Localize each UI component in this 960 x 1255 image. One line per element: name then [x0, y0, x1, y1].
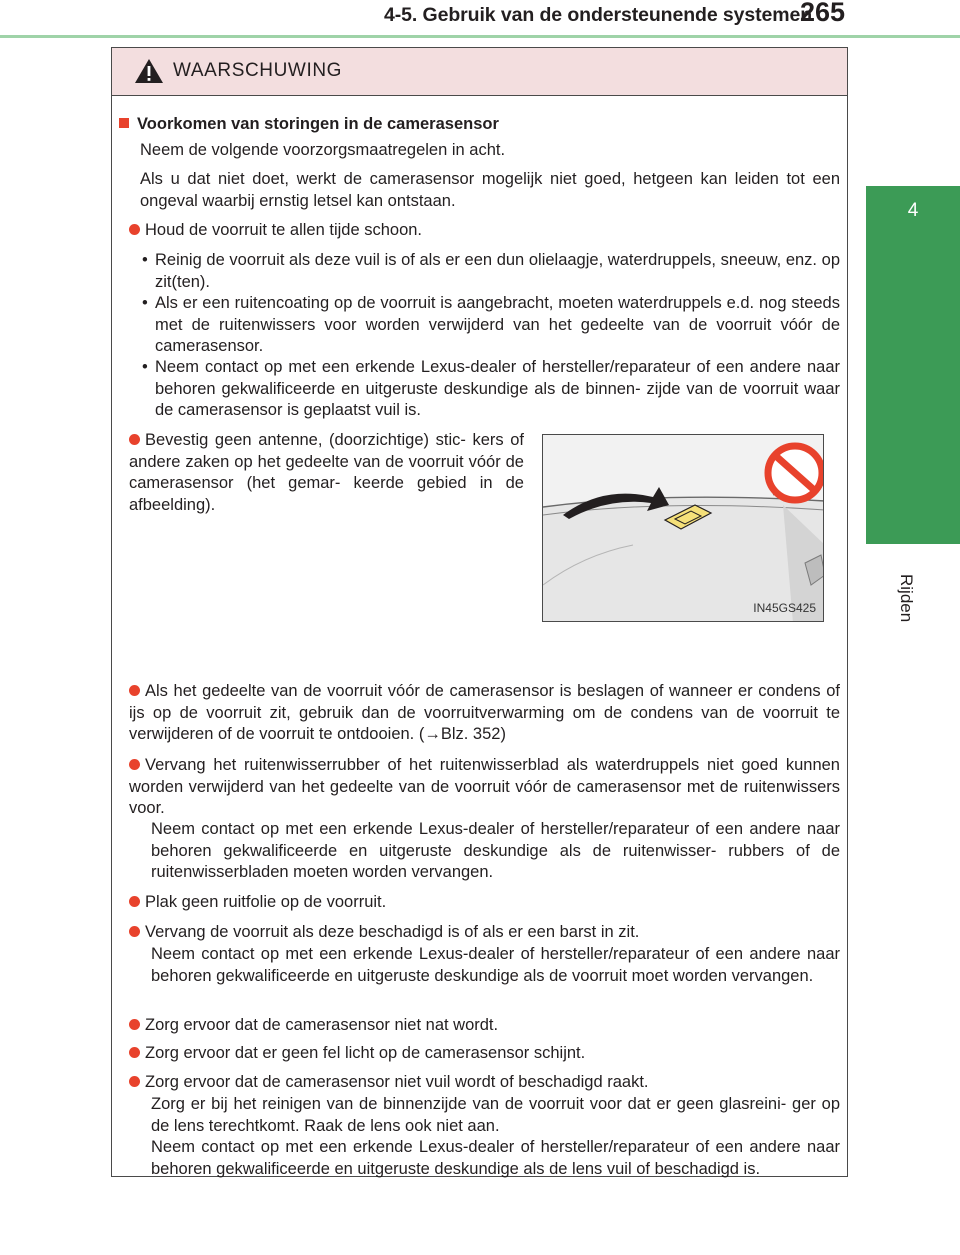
lens-contact-text: Neem contact op met een erkende Lexus-dealer of hersteller/reparateur of een andere naar behoren gekwalificeerde en uitgeruste deskundige als de lens vuil of beschadigd is. [151, 1138, 840, 1178]
figure-code: IN45GS425 [753, 601, 816, 615]
dot-bullet-icon [129, 759, 140, 770]
dot-bullet-icon [129, 434, 140, 445]
bullet-no-film: Plak geen ruitfolie op de voorruit. [129, 892, 840, 914]
bullet-no-stickers: Bevestig geen antenne, (doorzichtige) stic- kers of andere zaken op het gedeelte van de voorruit vóór de camerasensor (het gemar- keerde gebied in de afbeelding). [129, 431, 524, 514]
sub-bullet-1: • Reinig de voorruit als deze vuil is of als er een dun olielaagje, waterdruppels, sneeuw, enz. op zit(ten). [155, 250, 840, 293]
dot-bullet-icon [129, 1076, 140, 1087]
page-number: 265 [800, 0, 846, 27]
section-title: Voorkomen van storingen in de camerasensor [119, 114, 499, 136]
chapter-number: 4 [907, 200, 919, 221]
intro-paragraph-2: Als u dat niet doet, werkt de camerasensor mogelijk niet goed, hetgeen kan leiden tot een ongeval waarbij ernstig letsel kan ontstaan. [140, 170, 840, 210]
bullet-clean-windshield: Houd de voorruit te allen tijde schoon. [129, 220, 840, 242]
sub-bullet-3: • Neem contact op met een erkende Lexus-dealer of hersteller/reparateur of een andere naar behoren gekwalificeerde en uitgeruste deskundige als de binnen- zijde van de voorruit waar de camerasensor is geplaatst vuil is. [155, 357, 840, 422]
chapter-label-wrap [886, 558, 926, 628]
bullet-keep-dry: Zorg ervoor dat de camerasensor niet nat wordt. [129, 1015, 840, 1037]
dot-bullet-icon [129, 896, 140, 907]
warning-triangle-icon [134, 58, 164, 84]
dot-bullet-icon [129, 1047, 140, 1058]
dot-bullet-icon [129, 1019, 140, 1030]
windshield-illustration [542, 434, 824, 622]
warning-header [112, 48, 847, 96]
dot-bullet-icon [129, 685, 140, 696]
header-divider [0, 35, 960, 38]
wiper-contact-text: Neem contact op met een erkende Lexus-dealer of hersteller/reparateur of een andere naar behoren gekwalificeerde en uitgeruste deskundige als de ruitenwisser- rubbers of de ruitenwisserbladen moeten worden vervangen. [151, 820, 840, 881]
intro-paragraph-1: Neem de volgende voorzorgsmaatregelen in acht. [140, 141, 506, 159]
windshield-contact-text: Neem contact op met een erkende Lexus-dealer of hersteller/reparateur of een andere naar behoren gekwalificeerde en uitgeruste deskundige als de voorruit moet worden vervangen. [151, 945, 840, 985]
chapter-label: Rijden [897, 574, 916, 623]
bullet-wiper-rubber: Vervang het ruitenwisserrubber of het ruitenwisserblad als waterdruppels niet goed kunnen worden verwijderd van het gedeelte van de voorruit vóór de camerasensor met de ruitenwissers voor. [129, 756, 840, 817]
sub-bullet-2: • Als er een ruitencoating op de voorruit is aangebracht, moeten waterdruppels e.d. nog steeds met de ruitenwissers voor worden verwijderd van het gedeelte van de voorruit vóór de camerasensor. [155, 293, 840, 358]
windshield-drawing [543, 435, 824, 622]
lens-cleaning-text: Zorg er bij het reinigen van de binnenzijde van de voorruit voor dat er geen glasreini- ger op de lens terechtkomt. Raak de lens ook niet aan. [151, 1095, 840, 1135]
chapter-tab [866, 186, 960, 544]
bullet-no-bright-light: Zorg ervoor dat er geen fel licht op de camerasensor schijnt. [129, 1043, 840, 1065]
dot-bullet-icon [129, 926, 140, 937]
page-header-title: 4-5. Gebruik van de ondersteunende systemen [384, 4, 813, 26]
warning-title: WAARSCHUWING [173, 60, 343, 81]
bullet-replace-windshield: Vervang de voorruit als deze beschadigd is of als er een barst in zit. [129, 922, 840, 944]
square-bullet-icon [119, 118, 129, 128]
bullet-no-dirt-damage: Zorg ervoor dat de camerasensor niet vuil wordt of beschadigd raakt. [129, 1072, 840, 1094]
bullet-defog: Als het gedeelte van de voorruit vóór de camerasensor is beslagen of wanneer er condens of ijs op de voorruit zit, gebruik dan de voorruitverwarming om de condens van de voorruit te verwijderen of de voorruit te ontdooien. (→Blz. 352) [129, 682, 840, 743]
dot-bullet-icon [129, 224, 140, 235]
